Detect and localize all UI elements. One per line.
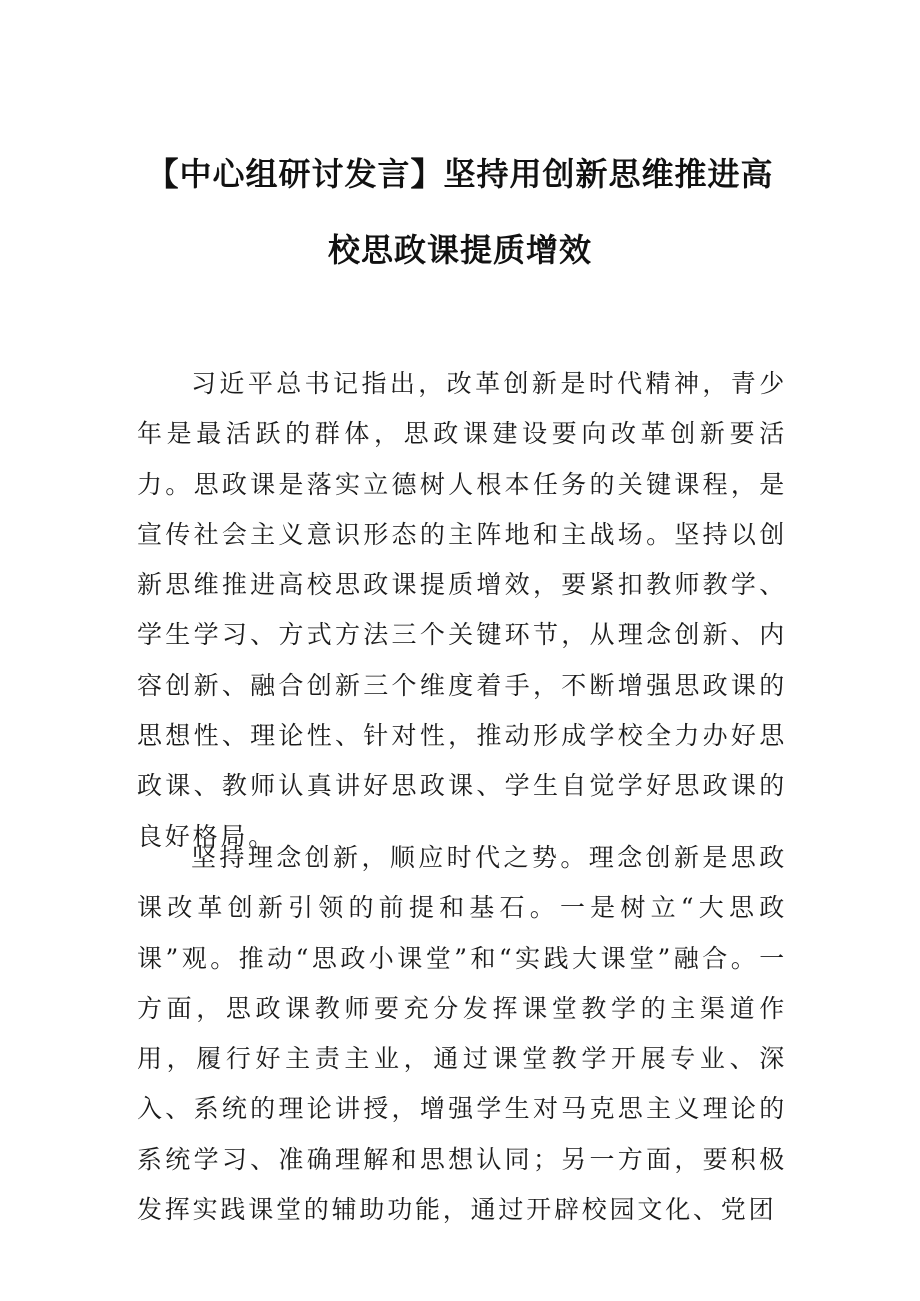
body-paragraph-1: 习近平总书记指出，改革创新是时代精神，青少年是最活跃的群体，思政课建设要向改革创新要活力。思政课是落实立德树人根本任务的关键课程，是宣传社会主义意识形态的主阵地和主战场。坚持以创新思维推进高校思政课提质增效，要紧扣教师教学、学生学习、方式方法三个关键环节，从理念创新、内容创新、融合创新三个维度着手，不断增强思政课的思想性、理论性、针对性，推动形成学校全力办好思政课、教师认真讲好思政课、学生自觉学好思政课的良好格局。 xyxy=(137,369,787,851)
document-title-line-1: 【中心组研讨发言】坚持用创新思维推进高 xyxy=(146,155,774,193)
document-title-line-2: 校思政课提质增效 xyxy=(327,231,592,269)
body-paragraph-2: 坚持理念创新，顺应时代之势。理念创新是思政课改革创新引领的前提和基石。一是树立“大思政课”观。推动“思政小课堂”和“实践大课堂”融合。一方面，思政课教师要充分发挥课堂教学的主渠道作用，履行好主责主业，通过课堂教学开展专业、深入、系统的理论讲授，增强学生对马克思主义理论的系统学习、准确理解和思想认同；另一方面，要积极发挥实践课堂的辅助功能，通过开辟校园文化、党团 xyxy=(137,843,787,1225)
